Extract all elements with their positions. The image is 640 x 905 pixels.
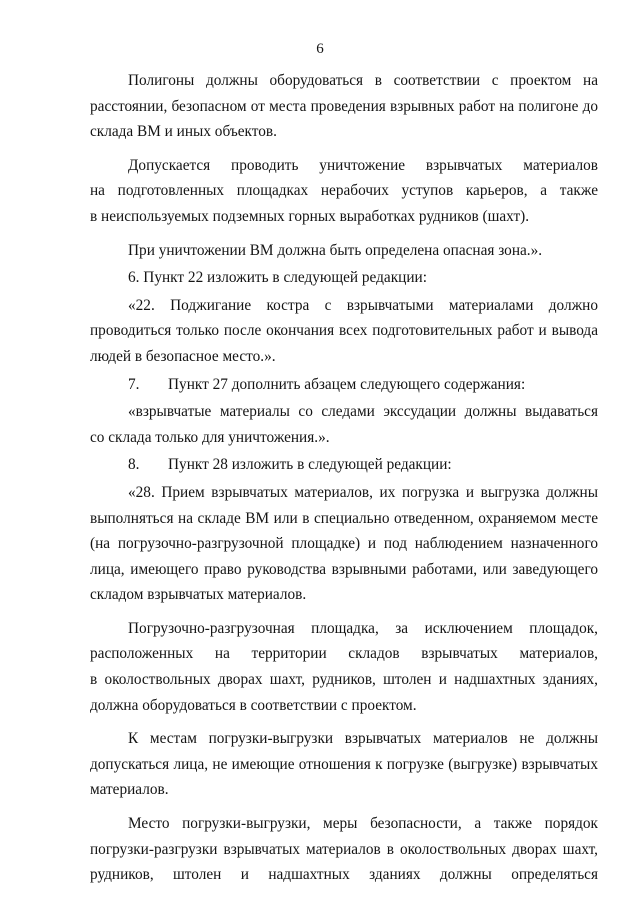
- text-line: При уничтожении ВМ должна быть определена опасная зона.».: [128, 241, 543, 259]
- paragraph-destruction-allowed: [90, 153, 598, 230]
- text-line: рудников, штолен и надшахтных зданиях должны определяться: [90, 866, 598, 884]
- text-line: К местам погрузки-выгрузки взрывчатых материалов не должны: [128, 730, 598, 748]
- item-number: 7.: [128, 375, 140, 393]
- paragraph-item-6: [90, 265, 598, 291]
- item-text: Пункт 28 изложить в следующей редакции:: [168, 456, 452, 474]
- text-line: склада ВМ и иных объектов.: [90, 123, 277, 141]
- item-number: 8.: [128, 456, 140, 474]
- paragraph-loading-platform: [90, 616, 598, 718]
- text-line: погрузки-разгрузки взрывчатых материалов в околоствольных дворах шахт,: [90, 840, 598, 858]
- text-line: Погрузочно-разгрузочная площадка, за исключением площадок,: [128, 619, 598, 637]
- text-line: Допускается проводить уничтожение взрывчатых материалов: [128, 156, 598, 174]
- text-line: допускаться лица, не имеющие отношения к погрузке (выгрузке) взрывчатых: [90, 755, 598, 773]
- text-line: в неиспользуемых подземных горных выработках рудников (шахт).: [90, 207, 530, 225]
- document-body: [90, 68, 598, 888]
- item-text: Пункт 27 дополнить абзацем следующего содержания:: [168, 375, 526, 393]
- text-line: [90, 372, 598, 398]
- text-line: расстоянии, безопасном от места проведения взрывных работ на полигоне до: [90, 97, 598, 115]
- text-line: 6. Пункт 22 изложить в следующей редакции:: [128, 269, 427, 287]
- paragraph-exudation: [90, 399, 598, 450]
- text-line: «взрывчатые материалы со следами экссудации должны выдаваться: [128, 403, 598, 421]
- text-line: «22. Поджигание костра с взрывчатыми материалами должно: [128, 296, 598, 314]
- paragraph-loading-place: [90, 811, 598, 888]
- text-line: должна оборудоваться в соответствии с проектом.: [90, 696, 417, 714]
- text-line: выполняться на складе ВМ или в специально отведенном, охраняемом месте: [90, 509, 598, 527]
- text-line: в околоствольных дворах шахт, рудников, штолен и надшахтных зданиях,: [90, 671, 598, 689]
- text-line: (на погрузочно-разгрузочной площадке) и под наблюдением назначенного: [90, 535, 598, 553]
- text-line: «28. Прием взрывчатых материалов, их погрузка и выгрузка должны: [128, 483, 598, 501]
- text-line: Место погрузки-выгрузки, меры безопасности, а также порядок: [128, 815, 598, 833]
- text-line: лица, имеющего право руководства взрывными работами, или заведующего: [90, 560, 598, 578]
- page-number: 6: [316, 41, 324, 57]
- text-line: [90, 452, 598, 478]
- paragraph-clause-22: [90, 293, 598, 370]
- text-line: людей в безопасное место.».: [90, 347, 276, 365]
- paragraph-danger-zone: [90, 238, 598, 264]
- text-line: складом взрывчатых материалов.: [90, 586, 307, 604]
- text-line: расположенных на территории складов взрывчатых материалов,: [90, 645, 598, 663]
- text-line: материалов.: [90, 781, 169, 799]
- paragraph-item-7: [90, 372, 598, 398]
- text-line: со склада только для уничтожения.».: [90, 428, 330, 446]
- text-line: Полигоны должны оборудоваться в соответствии с проектом на: [128, 72, 598, 89]
- paragraph-polygons: [90, 68, 598, 145]
- paragraph-clause-28: [90, 480, 598, 608]
- text-line: проводиться только после окончания всех подготовительных работ и вывода: [90, 322, 598, 340]
- paragraph-access-restriction: [90, 726, 598, 803]
- paragraph-item-8: [90, 452, 598, 478]
- text-line: на подготовленных площадках нерабочих уступов карьеров, а также: [90, 182, 598, 200]
